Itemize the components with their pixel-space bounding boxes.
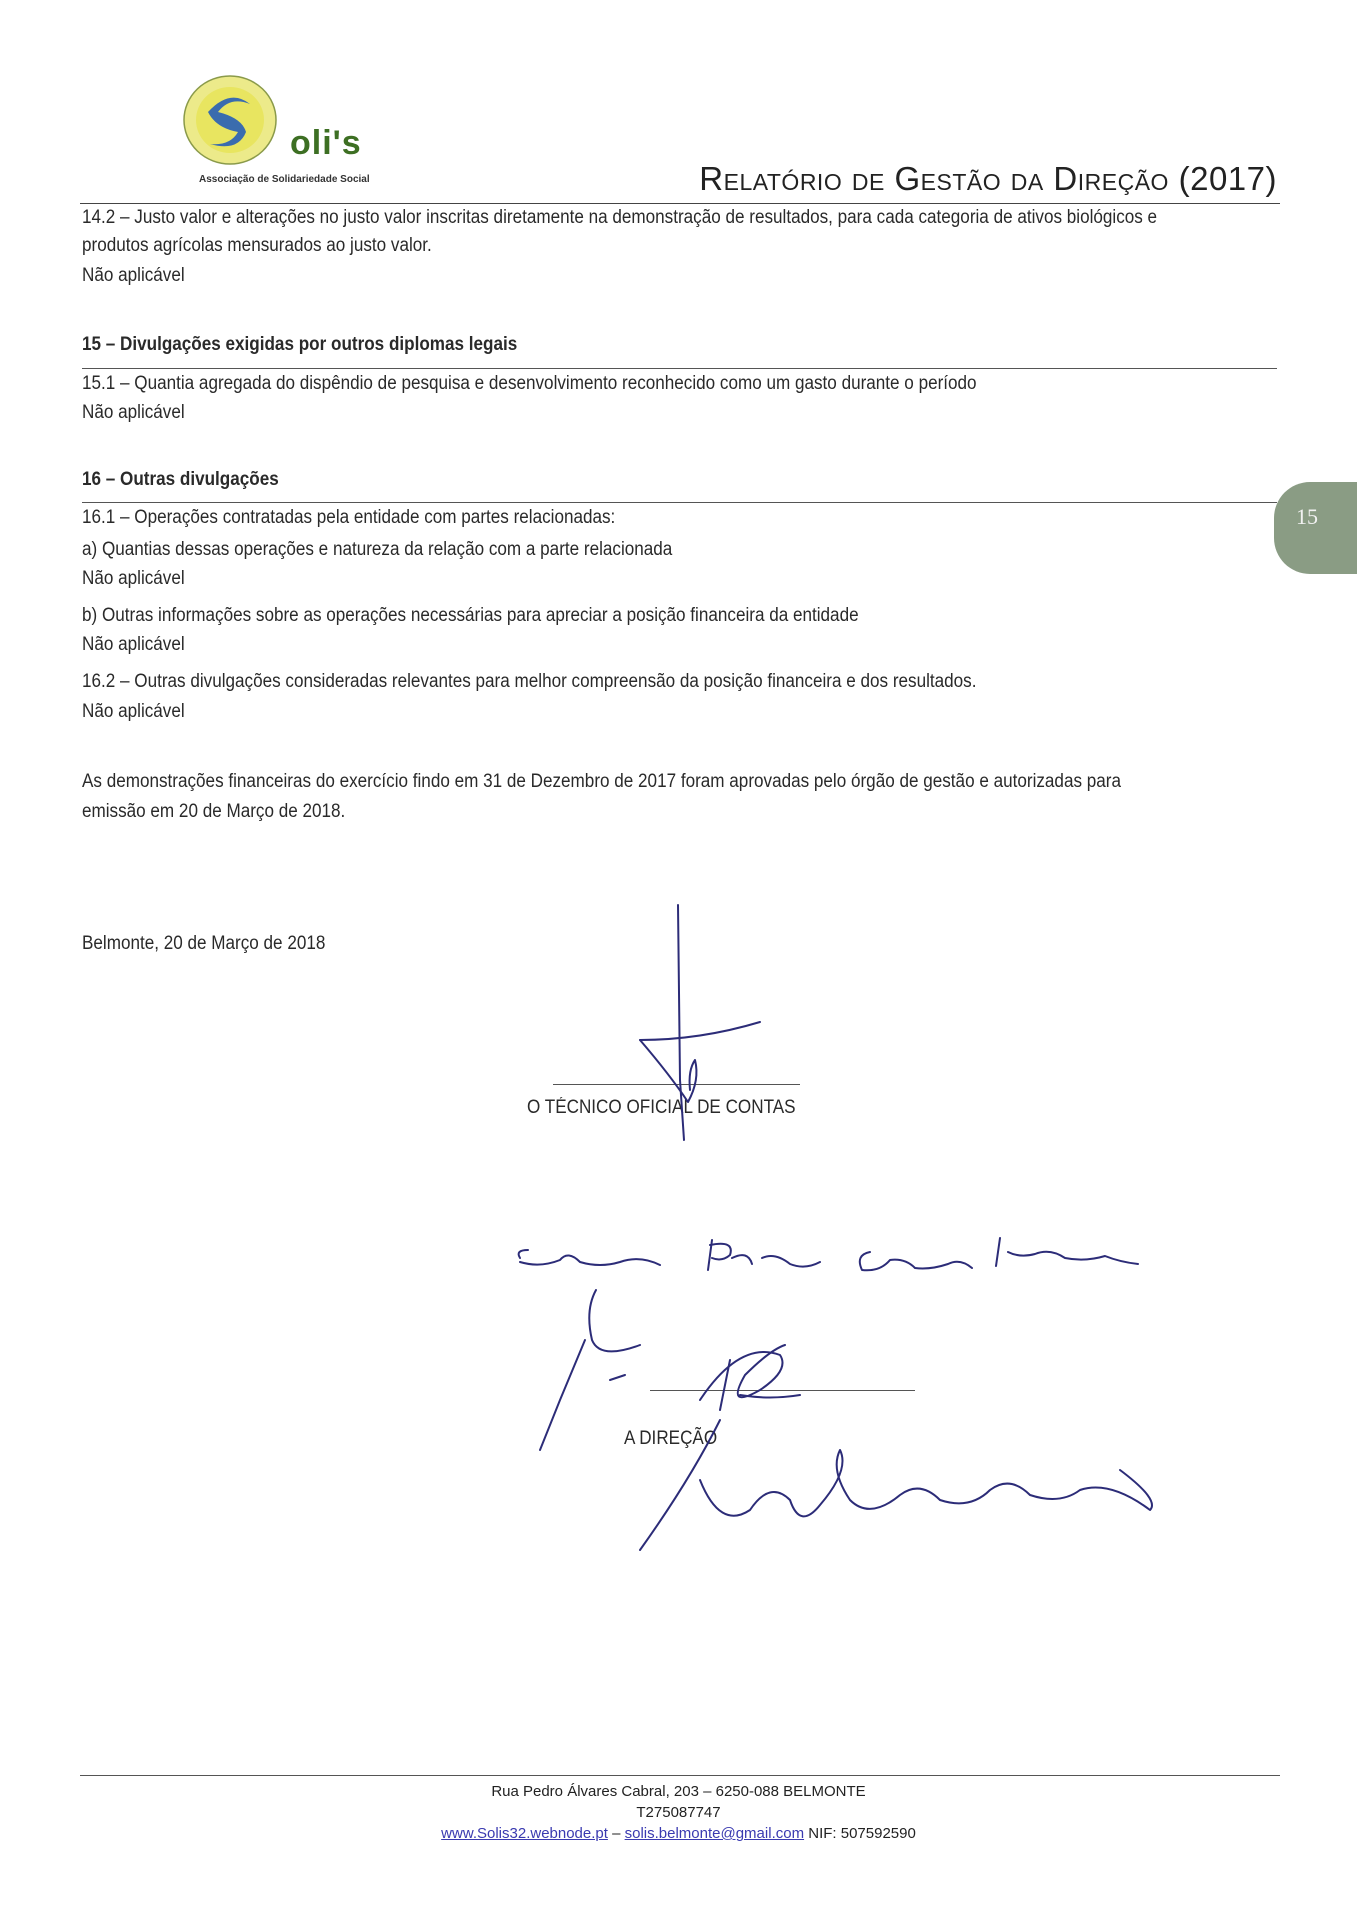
section-16-1-text: 16.1 – Operações contratadas pela entidade com partes relacionadas:: [82, 507, 616, 528]
section-15-heading: 15 – Divulgações exigidas por outros diplomas legais: [82, 334, 518, 355]
logo-subtitle: Associação de Solidariedade Social: [199, 174, 370, 185]
section-15-1-answer: Não aplicável: [82, 402, 185, 423]
footer-nif: NIF: 507592590: [804, 1825, 916, 1842]
approval-line2: emissão em 20 de Março de 2018.: [82, 801, 346, 822]
section-16-1-a-answer: Não aplicável: [82, 568, 185, 589]
footer-phone: T275087747: [636, 1804, 721, 1821]
website-link[interactable]: www.Solis32.webnode.pt: [441, 1825, 608, 1842]
section-16-1-b-answer: Não aplicável: [82, 634, 185, 655]
section-14-2-line2: produtos agrícolas mensurados ao justo valor.: [82, 235, 432, 256]
footer-divider: [80, 1775, 1280, 1776]
section-15-1-text: 15.1 – Quantia agregada do dispêndio de pesquisa e desenvolvimento reconhecido como um gasto durante o período: [82, 373, 977, 394]
logo-text: oli's: [290, 124, 362, 162]
page-number: 15: [1296, 504, 1318, 529]
section-16-heading: 16 – Outras divulgações: [82, 469, 279, 490]
approval-line1: As demonstrações financeiras do exercício findo em 31 de Dezembro de 2017 foram aprovadas pelo órgão de gestão e autorizadas para: [82, 771, 1121, 792]
place-date: Belmonte, 20 de Março de 2018: [82, 933, 326, 954]
section-16-1-b-text: b) Outras informações sobre as operações necessárias para apreciar a posição financeira da entidade: [82, 605, 859, 626]
footer-address: Rua Pedro Álvares Cabral, 203 – 6250-088 BELMONTE: [491, 1783, 866, 1800]
section-16-1-a-text: a) Quantias dessas operações e natureza da relação com a parte relacionada: [82, 539, 673, 560]
section-16-2-answer: Não aplicável: [82, 701, 185, 722]
footer-separator: –: [607, 1825, 625, 1842]
board-label: A DIREÇÃO: [624, 1428, 718, 1449]
section-14-2-line1: 14.2 – Justo valor e alterações no justo valor inscritas diretamente na demonstração de resultados, para cada categoria de ativos biológicos e: [82, 207, 1158, 228]
section-16-2-text: 16.2 – Outras divulgações consideradas relevantes para melhor compreensão da posição financeira e dos resultados.: [82, 671, 977, 692]
footer-contacts: [0, 1824, 1357, 1844]
email-link[interactable]: solis.belmonte@gmail.com: [624, 1825, 805, 1842]
section-14-2-answer: Não aplicável: [82, 265, 185, 286]
toc-label: O TÉCNICO OFICIAL DE CONTAS: [527, 1097, 796, 1118]
report-title: Relatório de Gestão da Direção (2017): [699, 160, 1277, 197]
